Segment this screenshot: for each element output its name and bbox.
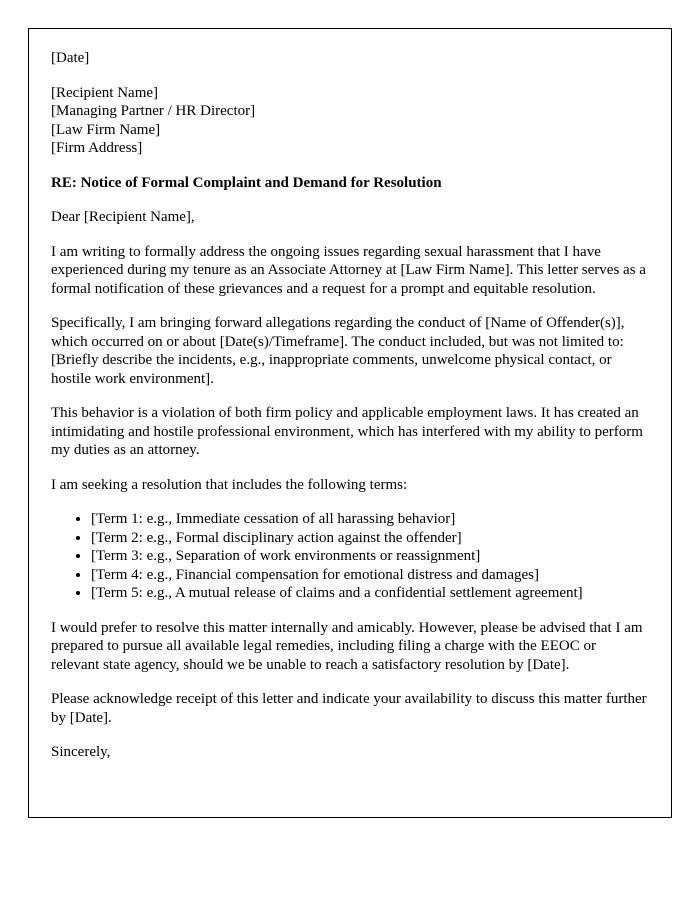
- firm-address-line: [Firm Address]: [51, 140, 143, 156]
- salutation: Dear [Recipient Name],: [51, 209, 195, 225]
- escalation-paragraph: I would prefer to resolve this matter internally and amicably. However, please be advised that I am prepared to pursue all available legal remedies, including filing a charge with the EEOC or relevant state agency, should we be unable to reach a satisfactory resolution by [Date].: [51, 619, 643, 673]
- intro-paragraph: I am writing to formally address the ongoing issues regarding sexual harassment that I have experienced during my tenure as an Associate Attorney at [Law Firm Name]. This letter serves as a formal notification of these grievances and a request for a prompt and equitable resolution.: [51, 243, 646, 297]
- subject-line: RE: Notice of Formal Complaint and Demand for Resolution: [51, 174, 442, 191]
- recipient-title-line: [Managing Partner / HR Director]: [51, 103, 256, 119]
- violation-paragraph: This behavior is a violation of both firm policy and applicable employment laws. It has created an intimidating and hostile professional environment, which has interfered with my ability to perform my duties as an attorney.: [51, 405, 643, 458]
- term-item-2: • [Term 2: e.g., Formal disciplinary action against the offender]: [91, 529, 647, 548]
- firm-name-line: [Law Firm Name]: [51, 121, 161, 138]
- signoff: Sincerely,: [51, 744, 111, 760]
- recipient-address-block: [51, 84, 647, 158]
- allegations-paragraph: Specifically, I am bringing forward allegations regarding the conduct of [Name of Offender(s)], which occurred on or about [Date(s)/Timeframe]. The conduct included, but was not limited to: [Briefly describe the incidents, e.g., inappropriate comments, unwelcome physical contact, or hostile work environment].: [51, 315, 625, 387]
- resolution-intro-paragraph: I am seeking a resolution that includes the following terms:: [51, 476, 408, 493]
- term-item-5: • [Term 5: e.g., A mutual release of claims and a confidential settlement agreement]: [91, 584, 647, 603]
- recipient-name-line: [Recipient Name]: [51, 84, 159, 101]
- terms-list: [51, 510, 647, 603]
- acknowledgment-paragraph: Please acknowledge receipt of this letter and indicate your availability to discuss this matter further by [Date].: [51, 691, 647, 726]
- letter-page: [28, 28, 672, 818]
- term-item-1: • [Term 1: e.g., Immediate cessation of all harassing behavior]: [91, 510, 647, 529]
- term-item-3: • [Term 3: e.g., Separation of work environments or reassignment]: [91, 547, 647, 566]
- term-item-4: • [Term 4: e.g., Financial compensation for emotional distress and damages]: [91, 566, 647, 585]
- date-line: [Date]: [51, 50, 90, 66]
